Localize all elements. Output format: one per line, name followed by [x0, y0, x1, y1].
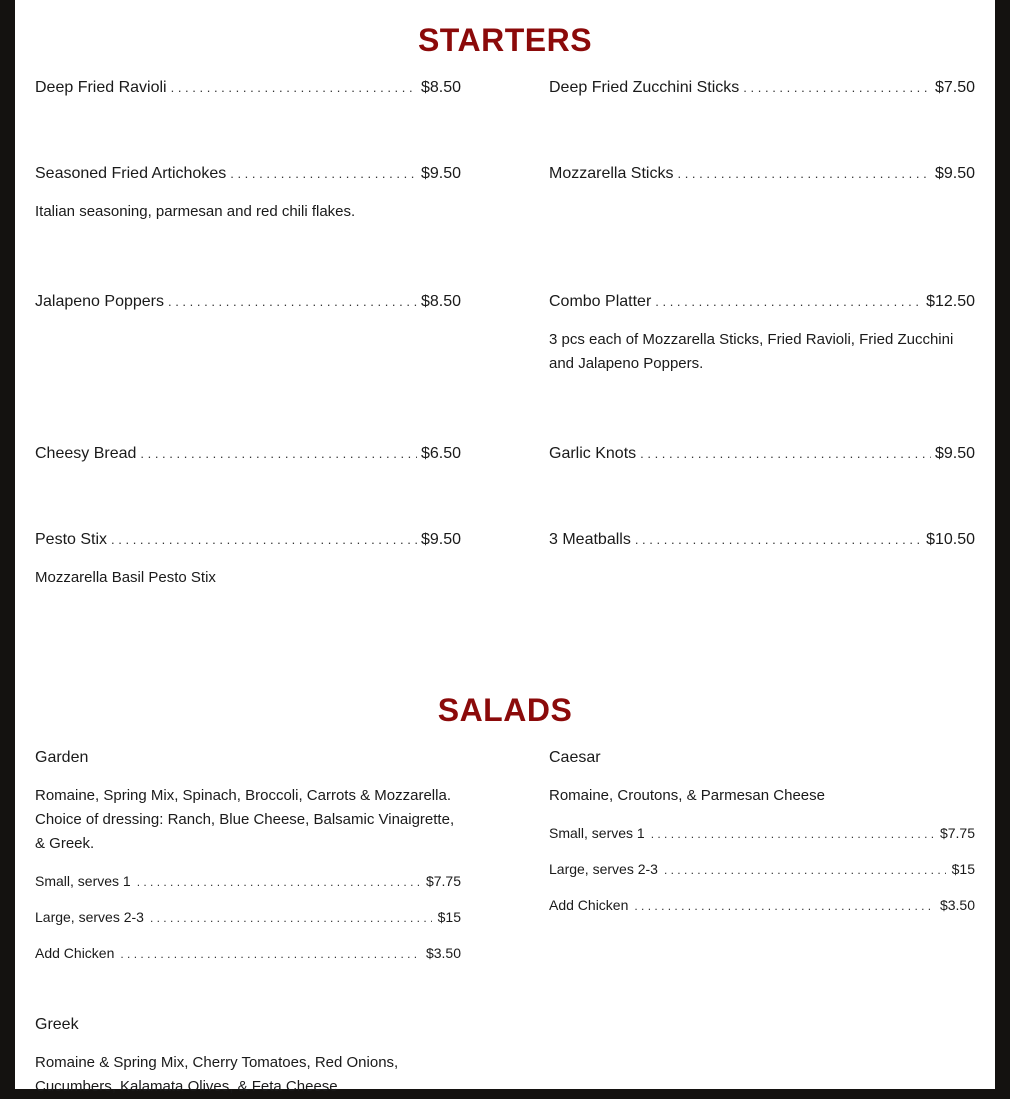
menu-item	[549, 292, 975, 376]
leader-dots	[230, 164, 417, 184]
leader-dots	[111, 530, 417, 550]
item-price: $9.50	[420, 165, 461, 182]
option-name: Small, serves 1	[549, 825, 645, 841]
menu-item	[549, 530, 975, 550]
leader-dots	[137, 873, 420, 891]
item-name: Deep Fried Zucchini Sticks	[549, 79, 740, 96]
option-price: $3.50	[939, 897, 975, 913]
item-price: $6.50	[420, 445, 461, 462]
menu-item	[35, 164, 461, 224]
option-name: Large, serves 2-3	[549, 861, 658, 877]
salad-description: Romaine & Spring Mix, Cherry Tomatoes, Red Onions, Cucumbers, Kalamata Olives, & Feta Cheese	[35, 1054, 399, 1095]
item-price: $12.50	[926, 293, 975, 310]
salad-name: Garden	[35, 749, 89, 766]
salad-option	[549, 896, 975, 915]
item-description: Mozzarella Basil Pesto Stix	[35, 569, 216, 586]
salad-description: Romaine, Spring Mix, Spinach, Broccoli, Carrots & Mozzarella. Choice of dressing: Ranch, Blue Cheese, Balsamic Vinaigrette, & Greek.	[35, 787, 455, 852]
item-name: Garlic Knots	[549, 445, 637, 462]
salad-description: Romaine, Croutons, & Parmesan Cheese	[549, 787, 825, 804]
item-price: $9.50	[934, 165, 975, 182]
leader-dots	[171, 78, 417, 98]
leader-dots	[677, 164, 930, 184]
leader-dots	[640, 444, 931, 464]
salad-option	[35, 944, 461, 963]
menu-item	[35, 78, 461, 98]
starters-title: STARTERS	[417, 22, 593, 58]
item-name: Mozzarella Sticks	[549, 165, 674, 182]
leader-dots	[150, 909, 432, 927]
option-name: Large, serves 2-3	[35, 909, 144, 925]
item-price: $8.50	[420, 293, 461, 310]
leader-dots	[634, 897, 934, 915]
leader-dots	[120, 945, 420, 963]
option-price: $15	[437, 909, 461, 925]
salad-name: Greek	[35, 1016, 79, 1033]
option-price: $7.75	[425, 873, 461, 889]
item-name: Deep Fried Ravioli	[35, 79, 167, 96]
salad-item	[35, 748, 461, 963]
salad-item	[549, 748, 975, 915]
leader-dots	[664, 861, 946, 879]
option-price: $3.50	[425, 945, 461, 961]
menu-page	[15, 0, 995, 1095]
option-name: Add Chicken	[35, 945, 115, 961]
salad-option	[35, 872, 461, 891]
item-price: $10.50	[926, 531, 975, 548]
salad-option	[35, 908, 461, 927]
item-name: Cheesy Bread	[35, 445, 137, 462]
salad-item	[35, 1015, 461, 1099]
salad-option	[549, 860, 975, 879]
item-name: Jalapeno Poppers	[35, 293, 164, 310]
salad-option	[549, 824, 975, 843]
option-price: $15	[951, 861, 975, 877]
item-name: Combo Platter	[549, 293, 652, 310]
option-name: Add Chicken	[549, 897, 629, 913]
item-price: $8.50	[420, 79, 461, 96]
option-price: $7.75	[939, 825, 975, 841]
salad-name: Caesar	[549, 749, 601, 766]
item-price: $7.50	[934, 79, 975, 96]
item-price: $9.50	[934, 445, 975, 462]
leader-dots	[168, 292, 417, 312]
leader-dots	[743, 78, 931, 98]
item-description: Italian seasoning, parmesan and red chili flakes.	[35, 203, 356, 220]
leader-dots	[635, 530, 922, 550]
menu-item	[35, 530, 461, 590]
item-name: 3 Meatballs	[549, 531, 631, 548]
item-name: Pesto Stix	[35, 531, 108, 548]
salads-title: SALADS	[437, 692, 573, 728]
option-name: Small, serves 1	[35, 873, 131, 889]
leader-dots	[651, 825, 934, 843]
menu-item	[35, 292, 461, 312]
item-description: 3 pcs each of Mozzarella Sticks, Fried Ravioli, Fried Zucchini and Jalapeno Poppers.	[549, 331, 954, 372]
menu-item	[549, 78, 975, 98]
leader-dots	[140, 444, 417, 464]
menu-item	[35, 444, 461, 464]
item-name: Seasoned Fried Artichokes	[35, 165, 227, 182]
item-price: $9.50	[420, 531, 461, 548]
leader-dots	[655, 292, 922, 312]
menu-item	[549, 444, 975, 464]
menu-item	[549, 164, 975, 184]
